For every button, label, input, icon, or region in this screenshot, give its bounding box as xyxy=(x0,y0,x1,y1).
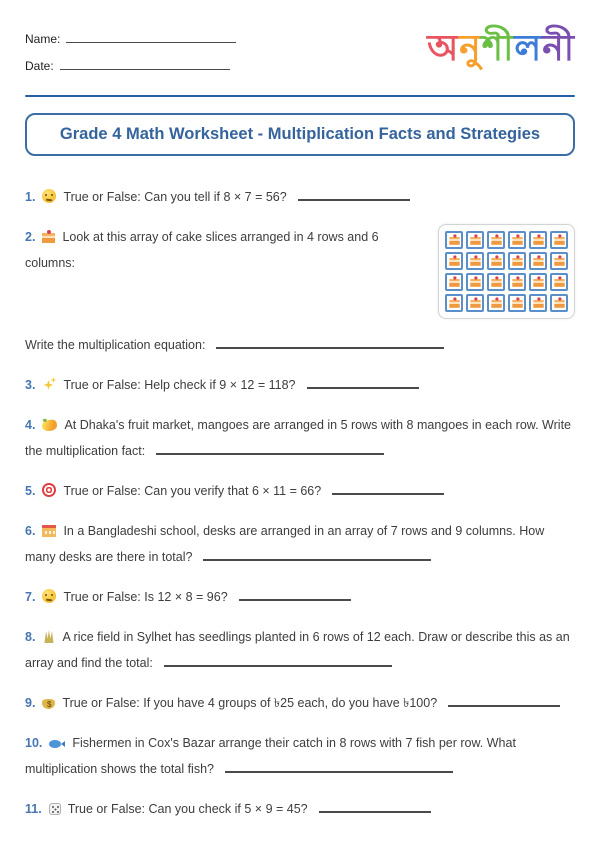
question-6 xyxy=(25,518,575,570)
answer-blank[interactable] xyxy=(164,657,392,667)
cake-slice-icon xyxy=(533,256,543,266)
date-label: Date: xyxy=(25,59,54,73)
cake-slice-icon xyxy=(491,277,501,287)
cake-slice-icon xyxy=(449,277,459,287)
question-text: A rice field in Sylhet has seedlings planted in 6 rows of 12 each. Draw or describe this as an array and find the total: xyxy=(25,630,570,670)
question-9 xyxy=(25,690,575,716)
answer-blank[interactable] xyxy=(239,591,351,601)
fish-icon xyxy=(49,739,65,749)
cake-cell xyxy=(508,273,526,291)
cake-cell xyxy=(529,294,547,312)
header-divider xyxy=(25,95,575,97)
question-number: 6. xyxy=(25,524,36,538)
answer-blank[interactable] xyxy=(203,551,431,561)
cake-slice-icon xyxy=(491,256,501,266)
answer-blank[interactable] xyxy=(298,191,410,201)
cake-cell xyxy=(487,273,505,291)
cake-cell xyxy=(550,231,568,249)
money-bag-icon xyxy=(42,696,55,709)
cake-slice-icon xyxy=(554,256,564,266)
question-5 xyxy=(25,478,575,504)
name-label: Name: xyxy=(25,32,61,46)
question-list xyxy=(25,184,575,822)
question-text: True or False: Can you tell if 8 × 7 = 56? xyxy=(63,190,287,204)
cake-slice-icon xyxy=(470,256,480,266)
question-number: 1. xyxy=(25,190,36,204)
cake-array xyxy=(438,224,575,319)
cake-slice-icon xyxy=(554,298,564,308)
question-number: 7. xyxy=(25,590,36,604)
cake-cell xyxy=(466,252,484,270)
question-10 xyxy=(25,730,575,782)
question-7 xyxy=(25,584,575,610)
answer-blank[interactable] xyxy=(448,697,560,707)
question-number: 5. xyxy=(25,484,36,498)
question-number: 9. xyxy=(25,696,36,710)
question-text: Fishermen in Cox's Bazar arrange their catch in 8 rows with 7 fish per row. What multiplication shows the total fish? xyxy=(25,736,516,776)
logo-letter: অ xyxy=(427,28,460,69)
answer-blank[interactable] xyxy=(319,803,431,813)
cake-cell xyxy=(445,231,463,249)
onushiloni-logo xyxy=(427,22,575,76)
school-icon xyxy=(42,525,56,537)
date-field-blank[interactable] xyxy=(60,60,230,70)
worksheet-title: Grade 4 Math Worksheet - Multiplication Facts and Strategies xyxy=(59,125,541,143)
cake-slice-icon xyxy=(533,298,543,308)
question-number: 3. xyxy=(25,378,36,392)
logo-letter: নু xyxy=(459,28,482,69)
cake-cell xyxy=(550,252,568,270)
question-text: True or False: If you have 4 groups of ৳25 each, do you have ৳100? xyxy=(62,696,438,710)
question-number: 4. xyxy=(25,418,36,432)
cake-cell xyxy=(529,252,547,270)
question-number: 8. xyxy=(25,630,36,644)
question-text: True or False: Can you verify that 6 × 11 = 66? xyxy=(63,484,322,498)
cake-cell xyxy=(466,273,484,291)
mango-icon xyxy=(41,419,58,433)
thinking-face-icon xyxy=(42,589,56,603)
question-4 xyxy=(25,412,575,464)
question-text: Look at this array of cake slices arranged in 4 rows and 6 columns: xyxy=(25,230,379,270)
cake-slice-icon xyxy=(42,231,55,243)
question-text: True or False: Can you check if 5 × 9 = 45? xyxy=(67,802,308,816)
cake-slice-icon xyxy=(533,277,543,287)
game-die-icon xyxy=(49,803,61,815)
cake-slice-icon xyxy=(491,298,501,308)
cake-cell xyxy=(466,294,484,312)
question-number: 2. xyxy=(25,230,36,244)
cake-slice-icon xyxy=(470,277,480,287)
cake-slice-icon xyxy=(533,235,543,245)
cake-slice-icon xyxy=(512,256,522,266)
sparkles-icon xyxy=(42,377,56,391)
cake-slice-icon xyxy=(554,277,564,287)
header xyxy=(25,28,575,73)
cake-cell xyxy=(445,273,463,291)
cake-cell xyxy=(508,252,526,270)
cake-slice-icon xyxy=(512,235,522,245)
answer-blank[interactable] xyxy=(156,445,384,455)
cake-cell xyxy=(529,273,547,291)
answer-blank[interactable] xyxy=(307,379,419,389)
question-number: 10. xyxy=(25,736,43,750)
answer-blank[interactable] xyxy=(332,485,444,495)
cake-cell xyxy=(550,294,568,312)
question-8 xyxy=(25,624,575,676)
question-number: 11. xyxy=(25,802,42,816)
name-field-blank[interactable] xyxy=(66,33,236,43)
cake-slice-icon xyxy=(470,235,480,245)
cake-slice-icon xyxy=(449,298,459,308)
question-text: In a Bangladeshi school, desks are arranged in an array of 7 rows and 9 columns. How many desks are there in total? xyxy=(25,524,545,564)
rice-sheaf-icon xyxy=(42,630,55,643)
cake-cell xyxy=(445,252,463,270)
cake-slice-icon xyxy=(512,277,522,287)
followup-text: Write the multiplication equation: xyxy=(25,338,206,352)
answer-blank[interactable] xyxy=(216,339,444,349)
cake-cell xyxy=(487,231,505,249)
question-11 xyxy=(25,796,575,822)
cake-slice-icon xyxy=(449,235,459,245)
question-1 xyxy=(25,184,575,210)
cake-slice-icon xyxy=(554,235,564,245)
worksheet-title-box xyxy=(25,113,575,156)
question-text: True or False: Help check if 9 × 12 = 118? xyxy=(63,378,296,392)
cake-cell xyxy=(550,273,568,291)
question-3 xyxy=(25,372,575,398)
question-2 xyxy=(25,224,575,358)
question-text: True or False: Is 12 × 8 = 96? xyxy=(63,590,228,604)
cake-slice-icon xyxy=(512,298,522,308)
cake-slice-icon xyxy=(491,235,501,245)
cake-cell xyxy=(487,252,505,270)
target-icon xyxy=(42,483,56,497)
cake-slice-icon xyxy=(470,298,480,308)
cake-cell xyxy=(508,294,526,312)
answer-blank[interactable] xyxy=(225,763,453,773)
cake-cell xyxy=(445,294,463,312)
question-text: At Dhaka's fruit market, mangoes are arranged in 5 rows with 8 mangoes in each row. Write the multiplication fact: xyxy=(25,418,571,458)
logo-letter: নী xyxy=(542,28,575,69)
cake-cell xyxy=(487,294,505,312)
cake-cell xyxy=(466,231,484,249)
cake-cell xyxy=(508,231,526,249)
logo-letter: ল xyxy=(514,28,543,69)
logo-letter: শী xyxy=(481,28,515,69)
thinking-face-icon xyxy=(42,189,56,203)
cake-cell xyxy=(529,231,547,249)
cake-slice-icon xyxy=(449,256,459,266)
